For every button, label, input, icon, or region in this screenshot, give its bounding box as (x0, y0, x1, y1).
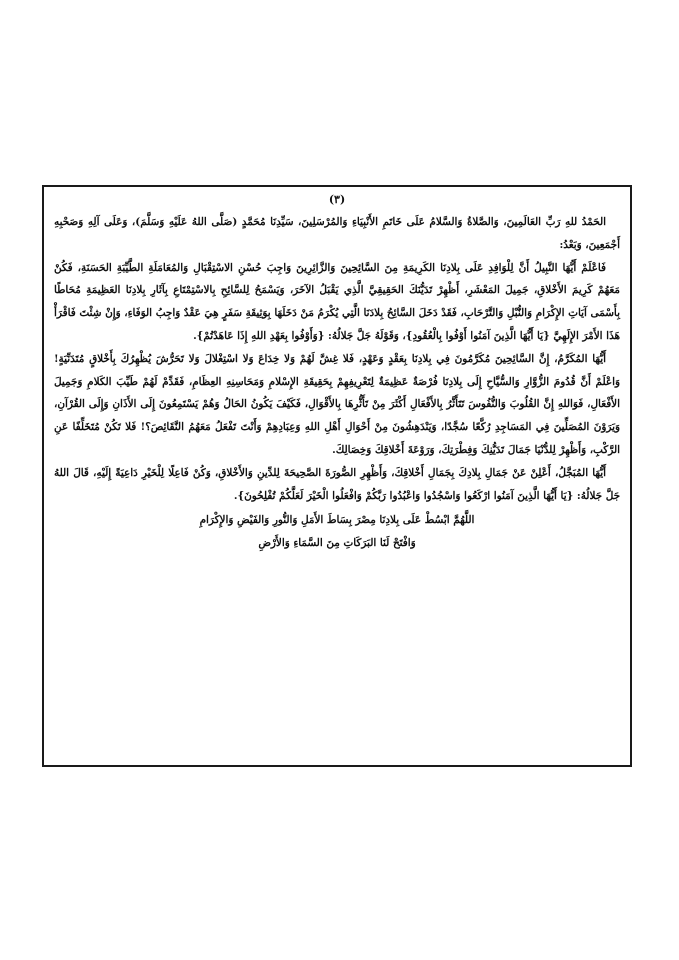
prayer-line: اللَّهُمَّ ابْسُطْ عَلَى بِلادِنَا مِصْرَ بِسَاطَ الأَمَلِ وَالنُّورِ وَالفَيْضِ وَالإِكْرَامِ (199, 514, 475, 527)
prayer-line: وَافْتَحْ لَنَا البَرَكَاتِ مِنَ السَّمَاءِ وَالأَرْضِ (258, 537, 416, 550)
paragraph-honored-tourists: أَيُّهَا المُكَرَّمُ، إِنَّ السَّائِحِينَ مُكَرَّمُونَ فِي بِلادِنَا بِعَقْدٍ وَعَهْدٍ، فَلا غِشَّ لَهُمْ وَلا خِدَاعَ وَلا اسْتِغْلالَ وَلا تَحَرُّشَ يُظْهِرُكَ بِأَخْلاقٍ مُتَدَنِّيَةٍ! وَاعْلَمْ أَنَّ قُدُومَ الزُّوَّارِ وَالسُّيَّاحِ إِلَى بِلادِنَا فُرْصَةٌ عَظِيمَةٌ لِتَعْرِيفِهِمْ بِحَقِيقَةِ الإِسْلامِ وَمَحَاسِنِهِ العِظَامِ، فَقَدِّمْ لَهُمْ طَيِّبَ الكَلامِ وَجَمِيلَ الأَفْعَالِ، فَوَاللهِ إِنَّ القُلُوبَ وَالنُّفُوسَ تَتَأَثَّرُ بِالأَفْعَالِ أَكْثَرَ مِنْ تَأَثُّرِهَا بِالأَقْوَالِ، فَكَيْفَ يَكُونُ الحَالُ وَهُمْ يَسْتَمِعُونَ إِلَى الأَذَانِ وَإِلَى القُرْآنِ، وَيَرَوْنَ المُصَلِّينَ فِي المَسَاجِدِ رُكَّعًا سُجَّدًا، وَيَنْدَهِشُونَ مِنْ أَحْوَالِ أَهْلِ اللهِ وَعِبَادِهِمْ وَأَنْتَ تَفْعَلُ مَعَهُمُ النَّقَائِصَ؟! فَلا تَكُنْ مُتَخَلِّفًا عَنِ الرَّكْبِ، وَأَظْهِرْ لِلدُّنْيَا جَمَالَ تَدَيُّنِكَ وَفِطْرَتِكَ، وَرَوْعَةَ أَخْلاقِكَ وَخِصَالِكَ. (54, 352, 620, 456)
page-content (44, 187, 630, 555)
page-frame (42, 185, 632, 767)
paragraph-opening: الحَمْدُ للهِ رَبِّ العَالَمِينَ، وَالصَّلاةُ وَالسَّلامُ عَلَى خَاتَمِ الأَنْبِيَاءِ وَالمُرْسَلِينَ، سَيِّدِنَا مُحَمَّدٍ (صَلَّى اللهُ عَلَيْهِ وَسَلَّمَ)، وَعَلَى آلِهِ وَصَحْبِهِ أَجْمَعِينَ، وَبَعْدُ: (54, 216, 620, 251)
paragraph-good-manners: أَيُّهَا المُبَجَّلُ، أَعْلِنْ عَنْ جَمَالِ بِلادِكَ بِجَمَالِ أَخْلاقِكَ، وَأَظْهِرِ الصُّورَةَ الصَّحِيحَةَ لِلدِّينِ وَالأَخْلاقِ، وَكُنْ فَاعِلًا لِلْخَيْرِ دَاعِيَةً إِلَيْهِ، قَالَ اللهُ جَلَّ جَلالُهُ: {يَا أَيُّهَا الَّذِينَ آمَنُوا ارْكَعُوا وَاسْجُدُوا وَاعْبُدُوا رَبَّكُمْ وَافْعَلُوا الْخَيْرَ لَعَلَّكُمْ تُفْلِحُونَ}. (54, 466, 620, 502)
closing-prayer (54, 509, 620, 555)
paragraph-hospitality: فَاعْلَمْ أَيُّهَا النَّبِيلُ أَنَّ لِلْوَافِدِ عَلَى بِلادِنَا الكَرِيمَةِ مِنَ السَّائِحِينَ وَالزَّائِرِينَ وَاجِبَ حُسْنِ الاسْتِقْبَالِ وَالمُعَامَلَةِ الطَّيِّبَةِ الحَسَنَةِ، فَكُنْ مَعَهُمْ كَرِيمَ الأَخْلاقِ، جَمِيلَ المَعْشَرِ، أَظْهِرْ تَدَيُّنَكَ الحَقِيقِيَّ الَّذِي يَقْبَلُ الآخَرَ، وَيَسْمَحُ لِلسَّائِحِ بِالاسْتِمْتَاعِ بِآثَارِ بِلادِنَا العَظِيمَةِ مُحَاطًا بِأَسْمَى آيَاتِ الإِكْرَامِ وَالنُّبْلِ وَالتَّرْحَابِ، فَقَدْ دَخَلَ السَّائِحُ بِلادَنَا الَّتِي يُكْرَمُ مَنْ دَخَلَهَا بِوَثِيقَةِ سَفَرٍ هِيَ عَقْدٌ وَاجِبُ الوَفَاءِ، وَإِنْ شِئْتَ فَاقْرَأْ هَذَا الأَمْرَ الإِلَهِيَّ {يَا أَيُّهَا الَّذِينَ آمَنُوا أَوْفُوا بِالْعُقُودِ}، وَقَوْلَهُ جَلَّ جَلالُهُ: {وَأَوْفُوا بِعَهْدِ اللهِ إِذَا عَاهَدْتُمْ}. (54, 261, 620, 342)
page-number: (٣) (328, 193, 346, 206)
